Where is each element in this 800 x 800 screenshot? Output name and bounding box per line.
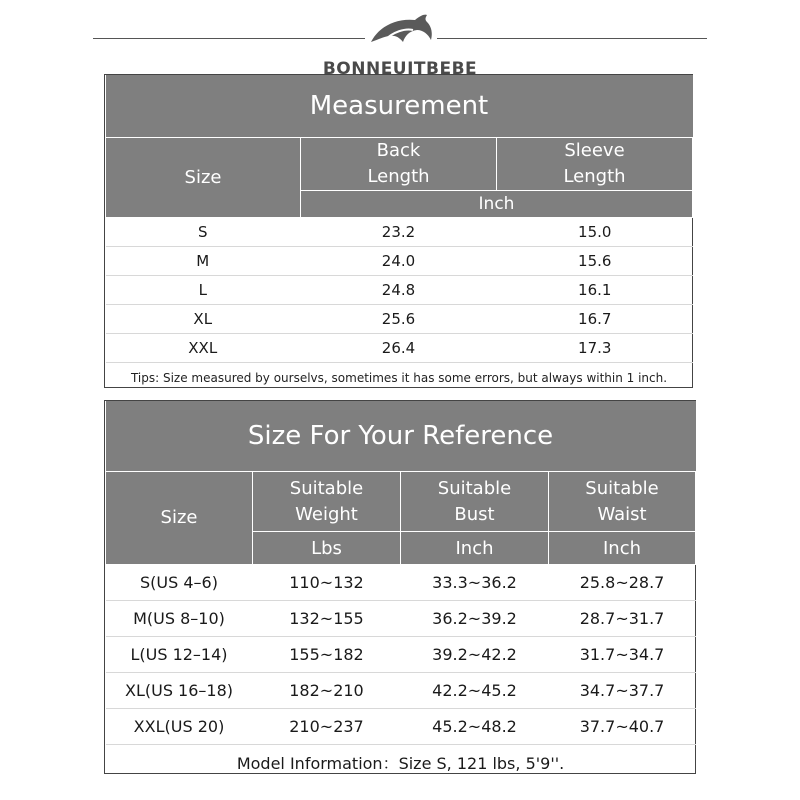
table-row	[106, 565, 696, 601]
back-length-cell: 26.4	[301, 334, 497, 363]
table-row	[106, 218, 693, 247]
sleeve-length-cell: 16.7	[497, 305, 693, 334]
header-suitable-bust: Suitable Bust	[401, 472, 549, 532]
table-row	[106, 637, 696, 673]
header-back-length: Back Length	[301, 138, 497, 191]
size-cell: L(US 12–14)	[106, 637, 253, 673]
size-cell: S(US 4–6)	[106, 565, 253, 601]
bust-cell: 45.2~48.2	[401, 709, 549, 745]
table-row	[106, 305, 693, 334]
reference-table	[105, 401, 696, 779]
weight-cell: 110~132	[253, 565, 401, 601]
weight-cell: 210~237	[253, 709, 401, 745]
header-unit-inch: Inch	[301, 191, 693, 218]
header-unit-inch-bust: Inch	[401, 532, 549, 565]
bust-cell: 39.2~42.2	[401, 637, 549, 673]
sleeve-length-cell: 15.6	[497, 247, 693, 276]
back-length-cell: 24.8	[301, 276, 497, 305]
table-row	[106, 673, 696, 709]
brand-name: BONNEUITBEBE	[322, 59, 478, 79]
table-row	[106, 247, 693, 276]
bust-cell: 33.3~36.2	[401, 565, 549, 601]
bust-cell: 42.2~45.2	[401, 673, 549, 709]
sleeve-length-cell: 17.3	[497, 334, 693, 363]
waist-cell: 34.7~37.7	[549, 673, 696, 709]
table-row	[106, 709, 696, 745]
measurement-table	[105, 75, 693, 393]
table-row	[106, 601, 696, 637]
header-suitable-waist: Suitable Waist	[549, 472, 696, 532]
header-unit-inch-waist: Inch	[549, 532, 696, 565]
header-size: Size	[106, 138, 301, 218]
sleeve-length-cell: 15.0	[497, 218, 693, 247]
reference-title: Size For Your Reference	[106, 401, 696, 472]
header-unit-lbs: Lbs	[253, 532, 401, 565]
size-cell: XL	[106, 305, 301, 334]
weight-cell: 155~182	[253, 637, 401, 673]
back-length-cell: 25.6	[301, 305, 497, 334]
header-size: Size	[106, 472, 253, 565]
back-length-cell: 23.2	[301, 218, 497, 247]
sleeve-length-cell: 16.1	[497, 276, 693, 305]
measurement-title: Measurement	[106, 75, 693, 138]
size-cell: L	[106, 276, 301, 305]
waist-cell: 25.8~28.7	[549, 565, 696, 601]
bust-cell: 36.2~39.2	[401, 601, 549, 637]
dolphin-logo-icon	[365, 12, 437, 52]
weight-cell: 182~210	[253, 673, 401, 709]
measurement-tips: Tips: Size measured by ourselvs, sometimes it has some errors, but always within 1 inch.	[130, 371, 668, 385]
table-row	[106, 276, 693, 305]
size-cell: M(US 8–10)	[106, 601, 253, 637]
waist-cell: 31.7~34.7	[549, 637, 696, 673]
header-suitable-weight: Suitable Weight	[253, 472, 401, 532]
header-sleeve-length: Sleeve Length	[497, 138, 693, 191]
size-cell: M	[106, 247, 301, 276]
back-length-cell: 24.0	[301, 247, 497, 276]
table-row	[106, 334, 693, 363]
size-cell: XL(US 16–18)	[106, 673, 253, 709]
waist-cell: 37.7~40.7	[549, 709, 696, 745]
size-cell: XXL(US 20)	[106, 709, 253, 745]
model-information: Model Information：Size S, 121 lbs, 5'9''.	[236, 753, 565, 773]
waist-cell: 28.7~31.7	[549, 601, 696, 637]
size-cell: XXL	[106, 334, 301, 363]
size-cell: S	[106, 218, 301, 247]
brand-logo	[0, 10, 800, 79]
weight-cell: 132~155	[253, 601, 401, 637]
